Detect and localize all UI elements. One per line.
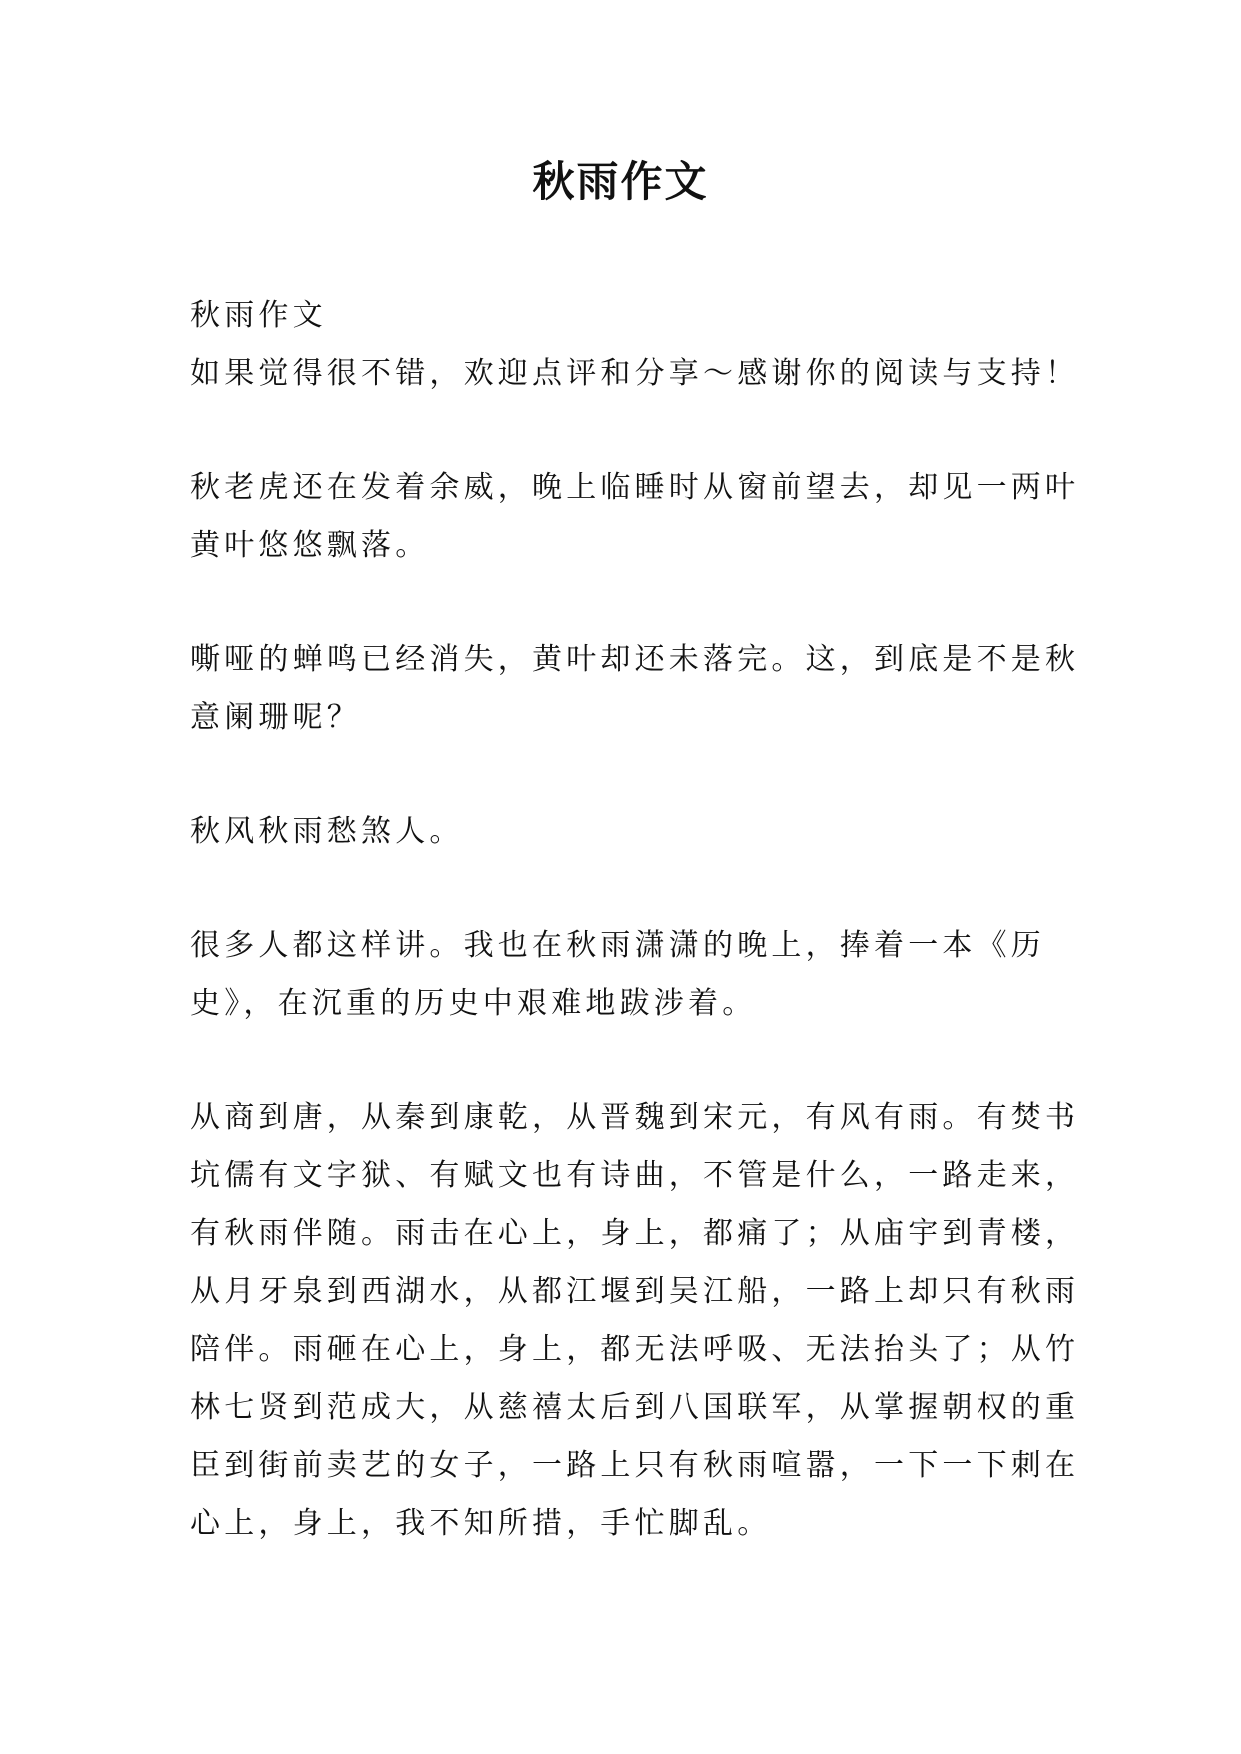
document-body — [190, 287, 1080, 1553]
paragraph-gap — [190, 861, 1070, 917]
body-line: 秋雨作文 — [190, 298, 327, 333]
paragraph-gap — [190, 1033, 1070, 1089]
body-line: 意阑珊呢？ — [190, 700, 361, 735]
document-title: 秋雨作文 — [532, 157, 709, 206]
body-line: 从商到唐，从秦到康乾，从晋魏到宋元，有风有雨。有焚书 — [190, 1100, 1080, 1135]
body-line: 嘶哑的蝉鸣已经消失，黄叶却还未落完。这，到底是不是秋 — [190, 642, 1080, 677]
body-line: 心上，身上，我不知所措，手忙脚乱。 — [190, 1506, 772, 1541]
body-line: 如果觉得很不错，欢迎点评和分享～感谢你的阅读与支持！ — [190, 356, 1080, 391]
paragraph-gap — [190, 575, 1070, 631]
paragraph-gap — [190, 747, 1070, 803]
body-line: 坑儒有文字狱、有赋文也有诗曲，不管是什么，一路走来， — [190, 1158, 1080, 1193]
body-line: 臣到街前卖艺的女子，一路上只有秋雨喧嚣，一下一下刺在 — [190, 1448, 1080, 1483]
body-line: 从月牙泉到西湖水，从都江堰到吴江船，一路上却只有秋雨 — [190, 1274, 1080, 1309]
body-line: 秋风秋雨愁煞人。 — [190, 814, 464, 849]
paragraph-gap — [190, 403, 1070, 459]
body-line: 黄叶悠悠飘落。 — [190, 528, 430, 563]
body-line: 林七贤到范成大，从慈禧太后到八国联军，从掌握朝权的重 — [190, 1390, 1080, 1425]
body-line: 史》，在沉重的历史中艰难地跋涉着。 — [190, 986, 757, 1021]
body-line: 秋老虎还在发着余威，晚上临睡时从窗前望去，却见一两叶 — [190, 470, 1080, 505]
body-line: 有秋雨伴随。雨击在心上，身上，都痛了；从庙宇到青楼， — [190, 1216, 1080, 1251]
body-line: 很多人都这样讲。我也在秋雨潇潇的晚上，捧着一本《历 — [190, 928, 1045, 963]
body-line: 陪伴。雨砸在心上，身上，都无法呼吸、无法抬头了；从竹 — [190, 1332, 1080, 1367]
